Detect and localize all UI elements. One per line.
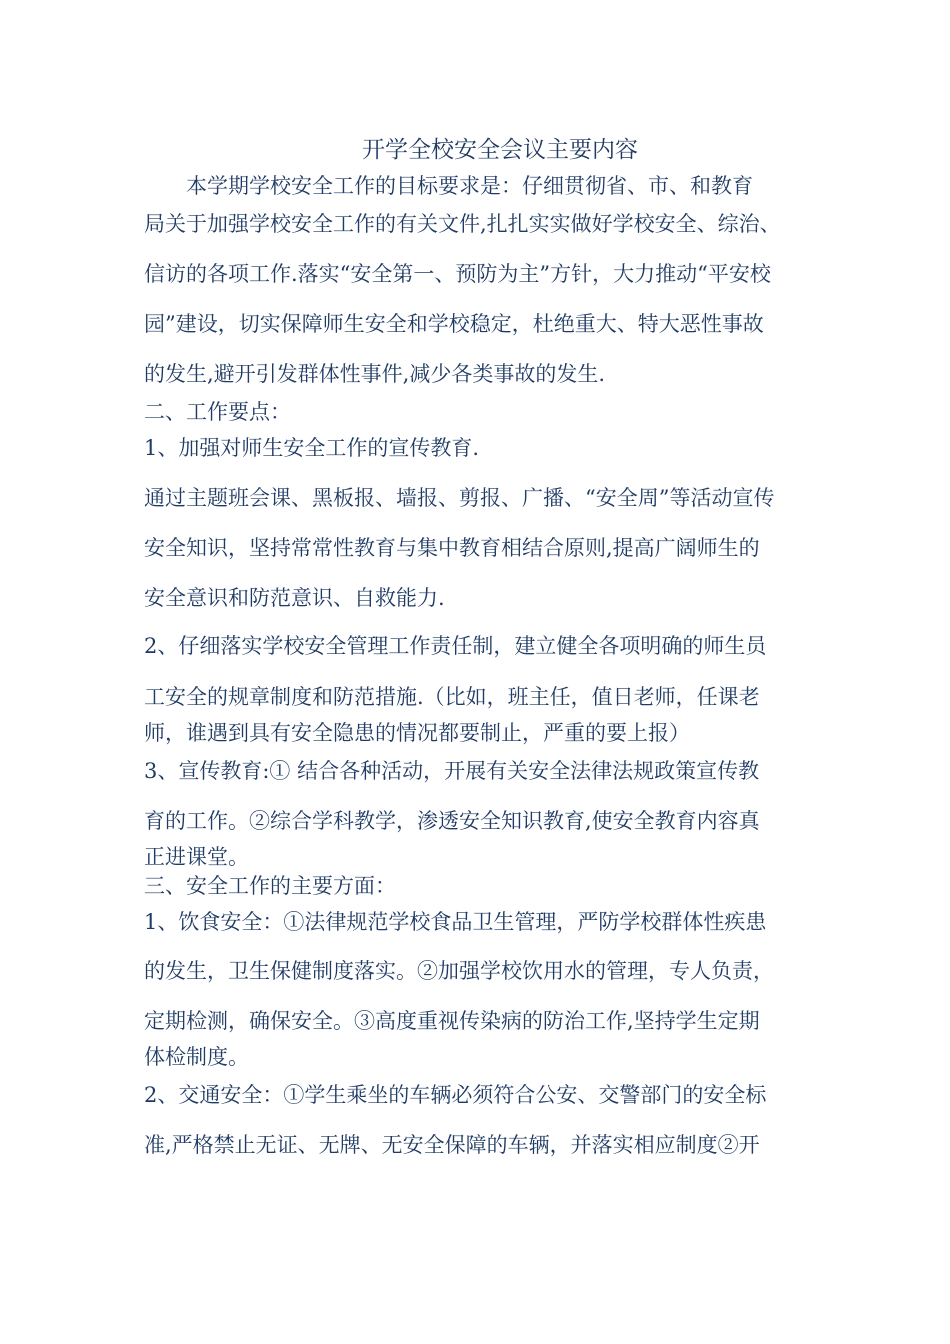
section-heading: 二、工作要点：: [144, 400, 291, 424]
paragraph-line: 的发生,避开引发群体性事件,减少各类事故的发生.: [144, 362, 606, 386]
paragraph-line: 的发生，卫生保健制度落实。②加强学校饮用水的管理，专人负责，: [144, 959, 774, 983]
paragraph-line: 2、仔细落实学校安全管理工作责任制，建立健全各项明确的师生员: [144, 634, 767, 658]
section-heading: 三、安全工作的主要方面：: [144, 874, 396, 898]
paragraph-line: 通过主题班会课、黑板报、墙报、剪报、广播、“安全周”等活动宣传: [144, 486, 775, 510]
paragraph-line: 园”建设，切实保障师生安全和学校稳定，杜绝重大、特大恶性事故: [144, 312, 764, 336]
paragraph-line: 信访的各项工作.落实“安全第一、预防为主”方针，大力推动“平安校: [144, 262, 771, 286]
paragraph-line: 师，谁遇到具有安全隐患的情况都要制止，严重的要上报）: [144, 721, 690, 745]
paragraph-line: 安全意识和防范意识、自救能力.: [144, 586, 445, 610]
paragraph-line: 准,严格禁止无证、无牌、无安全保障的车辆，并落实相应制度②开: [144, 1133, 760, 1157]
paragraph-line: 定期检测，确保安全。③高度重视传染病的防治工作,坚持学生定期: [144, 1009, 760, 1033]
paragraph-line: 本学期学校安全工作的目标要求是：仔细贯彻省、市、和教育: [144, 174, 753, 198]
paragraph-line: 1、加强对师生安全工作的宣传教育.: [144, 436, 480, 460]
paragraph-line: 体检制度。: [144, 1045, 249, 1069]
paragraph-line: 正进课堂。: [144, 845, 249, 869]
paragraph-line: 育的工作。②综合学科教学，渗透安全知识教育,使安全教育内容真: [144, 809, 760, 833]
document-title: 开学全校安全会议主要内容: [362, 137, 638, 163]
paragraph-line: 1、饮食安全：①法律规范学校食品卫生管理，严防学校群体性疾患: [144, 910, 767, 934]
paragraph-line: 工安全的规章制度和防范措施.（比如，班主任，值日老师，任课老: [144, 685, 760, 709]
paragraph-line: 3、宣传教育:① 结合各种活动，开展有关安全法律法规政策宣传教: [144, 759, 760, 783]
paragraph-line: 局关于加强学校安全工作的有关文件,扎扎实实做好学校安全、综治、: [144, 212, 781, 236]
paragraph-line: 安全知识，坚持常常性教育与集中教育相结合原则,提高广阔师生的: [144, 536, 760, 560]
paragraph-line: 2、交通安全：①学生乘坐的车辆必须符合公安、交警部门的安全标: [144, 1083, 767, 1107]
